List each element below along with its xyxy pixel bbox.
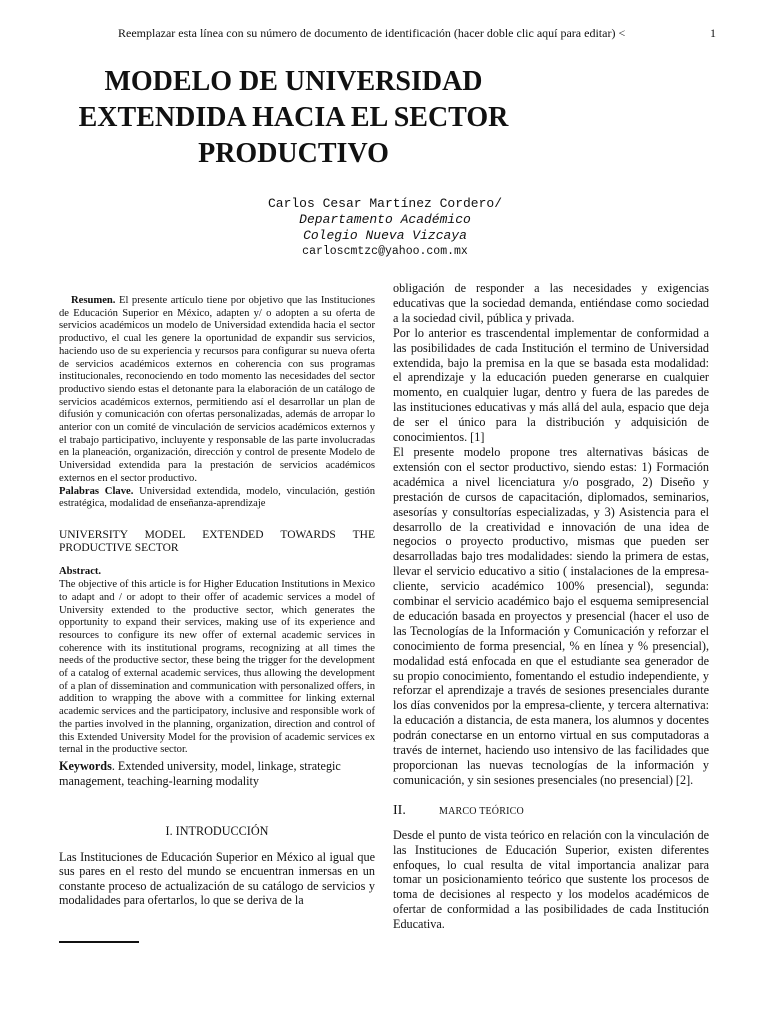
palabras-clave-label: Palabras Clave.	[59, 485, 134, 497]
paper-title: MODELO DE UNIVERSIDAD EXTENDIDA HACIA EL SECTOR PRODUCTIVO	[78, 66, 509, 169]
body-paragraph-1: obligación de responder a las necesidades y exigencias educativas que la sociedad demanda, entiéndase como sociedad a la sociedad civil, pública y privada.	[393, 281, 709, 325]
running-head: Reemplazar esta línea con su número de documento de identificación (hacer doble clic aquí para editar) <	[118, 26, 626, 40]
footnote-rule	[59, 941, 139, 943]
keywords-label: Keywords	[59, 759, 112, 773]
author-email: carloscmtzc@yahoo.com.mx	[302, 245, 468, 258]
abstract-label: Abstract.	[59, 566, 102, 578]
keywords-paragraph	[59, 759, 375, 789]
right-column	[393, 281, 709, 932]
keywords-text: . Extended university, model, linkage, strategic management, teaching-learning modality	[59, 759, 341, 788]
palabras-clave-text: Universidad extendida, modelo, vinculación, gestión estratégica, modalidad de enseñanza-aprendizaje	[59, 485, 375, 510]
resumen-paragraph	[59, 295, 375, 486]
body-paragraph-3: El presente modelo propone tres alternativas básicas de extensión con el sector productivo, siendo estas: 1) Formación académica a nivel licenciatura y/o posgrado, 2) Diseño y prestación de cursos de capacitación, diplomados, seminarios, asesorías y consultorías especializadas, y 3) Asistencia para el desarrollo de la creatividad e innovación de una idea de negocios o proyecto productivo, mismas que pueden ser desarrolladas bajo tres modalidades: siendo la primera de estas, llevar el servicio educativo a sitio ( instalaciones de la empresa-cliente, servicio académico 100% presencial), segunda: combinar el servicio académico bajo el esquema semipresencial de educación basada en proyectos y presencial (hacer el uso de las Tecnologías de la Información y Comunicación y reforzar el conocimiento de forma presencial, % en línea y % presencial), modalidad está enfocada en que el estudiante sea generador de su propio conocimiento, fomentando el estudio independiente, y reforzar el aprendizaje a través de sesiones presenciales durante los días convenidos por la empresa-cliente, y tercera alternativa: la educación a distancia, de esta manera, los alumnos y docentes podrán conectarse en un entorno virtual en sus computadoras a través de internet, haciendo uso intensivo de las facilidades que proporcionan las nuevas tecnologías de la información y comunicación, y sin sesiones presenciales (no presencial) [2].	[393, 444, 709, 787]
resumen-label: Resumen.	[71, 295, 116, 306]
author-institution: Colegio Nueva Vizcaya	[303, 228, 467, 243]
resumen-text: El presente artículo tiene por objetivo que las Instituciones de Educación Superior en México, adapten y/ o adopten a su oferta de servicios académicos un modelo de Universidad extendida hacia el sector productivo, el cual les genere la oportunidad de expandir sus servicios, haciendo uso de su experiencia y recursos para configurar su nueva oferta de servicios académicos externos en coherencia con sus programas institucionales, reconociendo en todo momento las necesidades del sector productivo siendo estas el detonante para la elaboración de un catálogo de servicios académicos externos, permitiendo así el desarrollar un plan de difusión y comunicación con ofertas personalizadas, además de arropar lo anterior con un comité de vinculación de servicios académicos externos y el trabajo participativo, incluyente y responsable de las parte involucradas en la planeación, organización, dirección y control de presente Modelo de Universidad extendida para la prestación de servicios académicos externos en el sector productivo.	[59, 295, 375, 484]
section-number: II.	[393, 802, 406, 818]
intro-paragraph: Las Instituciones de Educación Superior en México al igual que sus pares en el resto del mundo se encuentran inmersas en un constante proceso de actualización de su catálogo de servicios y modalidades para ofertarlos, lo que se deriva de la	[59, 849, 375, 908]
palabras-clave-paragraph	[59, 486, 375, 511]
author-name: Carlos Cesar Martínez Cordero/	[267, 196, 503, 211]
body-paragraph-4: Desde el punto de vista teórico en relación con la vinculación de las Instituciones de Educación Superior, existen diferentes enfoques, lo cual resulta de vital importancia analizar para tomar un posicionamiento teórico que sustente los procesos de toma de decisiones al respecto y los modelos académicos de ofertar de conformidad a las posibilidades de cada Institución Educativa.	[393, 827, 709, 932]
body-paragraph-2: Por lo anterior es trascendental implementar de conformidad a las posibilidades de cada Institución el termino de Universidad extendida, bajo la premisa en la que se basada esta modalidad: el aprendizaje y la educación pueden generarse en cualquier momento, en cualquier lugar, dentro y fuera de las paredes de las instituciones educativas y más allá del aula, espacio que deja de ser el único para la distribución y adquisición de conocimientos. [1]	[393, 325, 709, 445]
abstract-text: The objective of this article is for Higher Education Institutions in Mexico to adapt and / or adopt to their offer of academic services a model of University extended to the productive sector, which generates the opportunity to expand their services, making use of its experience and resources to configure its new offer of external academic services in coherence with its institutional programs, recognizing at all times the needs of the productive sector, these being the trigger for the development of a catalog of external academic services, thus allowing the development of a plan of dissemination and communication with personalized offers, in addition to wrapping the above with a committee for linking external academic services and the participatory, inclusive and responsible work of the parties involved in the planning, organization, direction and control of this Extended University Model for the provision of academic services ex ternal in the productive sector.	[59, 579, 375, 756]
english-title: UNIVERSITY MODEL EXTENDED TOWARDS THE PRODUCTIVE SECTOR	[59, 528, 375, 554]
intro-heading: I. INTRODUCCIÓN	[165, 824, 269, 838]
section-title: MARCO TEÓRICO	[439, 805, 524, 817]
author-block	[200, 196, 570, 260]
section-heading	[393, 804, 709, 820]
page-number: 1	[710, 26, 716, 40]
author-department: Departamento Académico	[299, 212, 471, 227]
left-column	[59, 295, 375, 908]
page-header	[118, 26, 716, 41]
